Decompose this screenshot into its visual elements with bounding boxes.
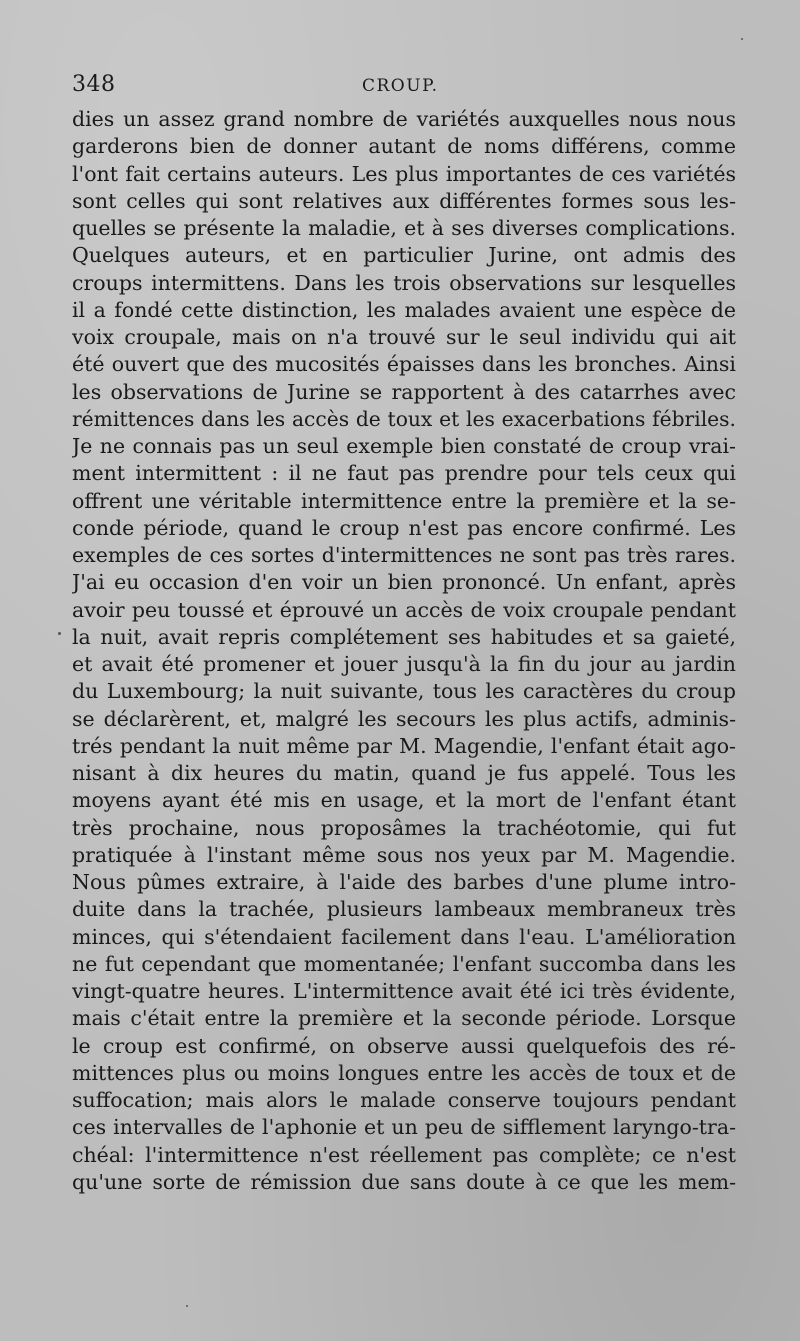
text-line: du Luxembourg; la nuit suivante, tous les caractères du croup [72,679,736,704]
text-line: mais c'était entre la première et la seconde période. Lorsque [72,1006,736,1031]
text-line: vingt-quatre heures. L'intermittence avait été ici très évidente, [72,979,736,1003]
text-line: trés pendant la nuit même par M. Magendie, l'enfant était ago- [72,733,736,758]
text-line: exemples de ces sortes d'intermittences ne sont pas très rares. [72,543,736,567]
text-line: ces intervalles de l'aphonie et un peu de sifflement laryngo-tra- [72,1115,736,1140]
running-head: CROUP. [362,76,439,96]
paper-speck [58,632,61,635]
text-line: Quelques auteurs, et en particulier Jurine, ont admis des [72,243,736,268]
text-line: il a fondé cette distinction, les malades avaient une espèce de [72,297,736,322]
text-line: pratiquée à l'instant même sous nos yeux par M. Magendie. [72,842,736,867]
text-line: voix croupale, mais on n'a trouvé sur le seul individu qui ait [72,325,736,349]
text-line: très prochaine, nous proposâmes la trachéotomie, qui fut [72,815,736,840]
paper-speck [741,38,743,40]
text-line: la nuit, avait repris complétement ses habitudes et sa gaieté, [72,624,736,649]
page-header [72,72,736,104]
text-line: duite dans la trachée, plusieurs lambeaux membraneux très [72,897,736,922]
text-line: l'ont fait certains auteurs. Les plus importantes de ces variétés [72,161,736,186]
text-line: le croup est confirmé, on observe aussi quelquefois des ré- [72,1033,736,1058]
text-line: J'ai eu occasion d'en voir un bien prononcé. Un enfant, après [72,570,736,595]
text-line: mittences plus ou moins longues entre les accès de toux et de [72,1060,736,1085]
text-line: ne fut cependant que momentanée; l'enfant succomba dans les [72,951,736,976]
text-line: dies un assez grand nombre de variétés auxquelles nous nous [72,107,736,131]
text-line: moyens ayant été mis en usage, et la mort de l'enfant étant [72,788,736,813]
text-line: quelles se présente la maladie, et à ses diverses complications. [72,216,736,240]
text-line: garderons bien de donner autant de noms différens, comme [72,134,736,159]
text-line: suffocation; mais alors le malade conserve toujours pendant [72,1088,736,1112]
text-line: et avait été promener et jouer jusqu'à la fin du jour au jardin [72,652,736,676]
text-line: conde période, quand le croup n'est pas encore confirmé. Les [72,515,736,540]
paper-speck [186,1305,188,1307]
text-line: rémittences dans les accès de toux et les exacerbations fébriles. [72,406,736,431]
text-line: croups intermittens. Dans les trois observations sur lesquelles [72,270,736,295]
body-text [72,106,736,1196]
text-line: qu'une sorte de rémission due sans doute à ce que les mem- [72,1169,736,1194]
text-line: sont celles qui sont relatives aux différentes formes sous les- [72,188,736,213]
text-line: chéal: l'intermittence n'est réellement pas complète; ce n'est [72,1142,736,1167]
text-line: été ouvert que des mucosités épaisses dans les bronches. Ainsi [72,352,736,377]
page-number: 348 [72,72,116,97]
text-line: nisant à dix heures du matin, quand je fus appelé. Tous les [72,761,736,785]
text-line: Nous pûmes extraire, à l'aide des barbes d'une plume intro- [72,870,736,894]
text-line: minces, qui s'étendaient facilement dans l'eau. L'amélioration [72,924,736,949]
text-line: offrent une véritable intermittence entre la première et la se- [72,488,736,513]
text-line: ment intermittent : il ne faut pas prendre pour tels ceux qui [72,461,736,486]
text-line: se déclarèrent, et, malgré les secours les plus actifs, adminis- [72,706,736,731]
text-line: les observations de Jurine se rapportent à des catarrhes avec [72,379,736,404]
text-line: avoir peu toussé et éprouvé un accès de voix croupale pendant [72,597,736,622]
text-line: Je ne connais pas un seul exemple bien constaté de croup vrai- [72,434,736,458]
